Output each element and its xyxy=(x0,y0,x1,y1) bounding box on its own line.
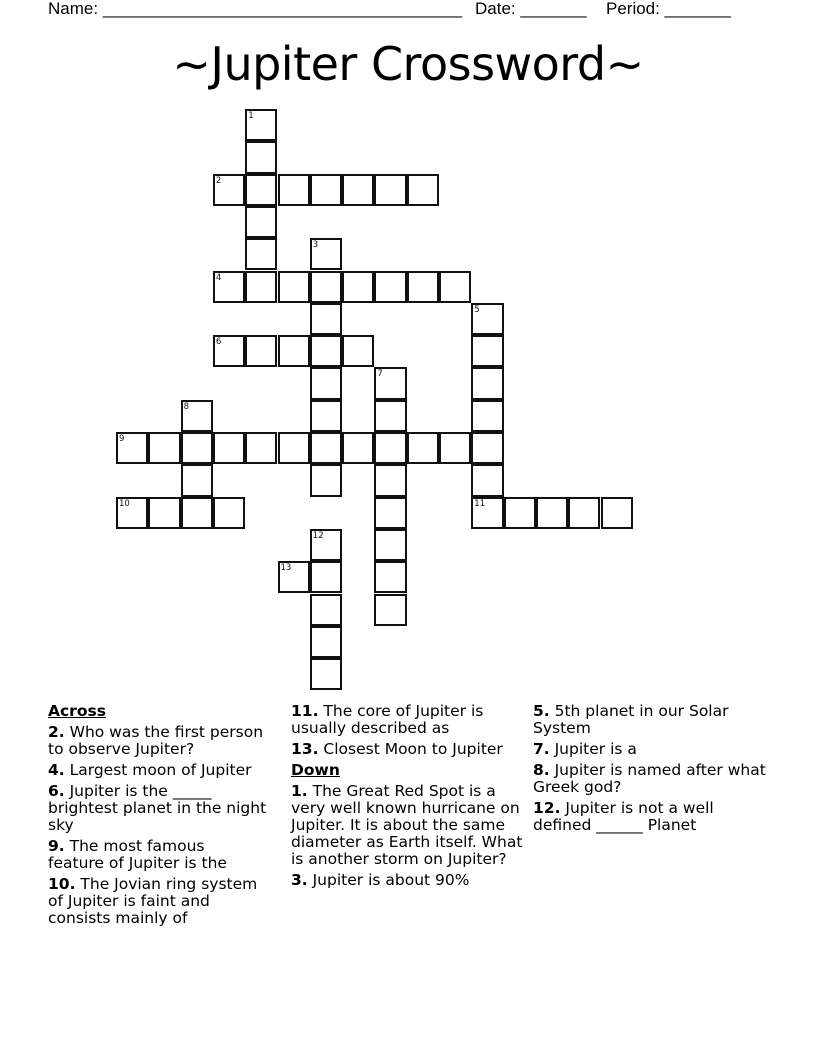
grid-cell[interactable] xyxy=(310,367,342,399)
clue-number: 9 xyxy=(119,434,125,444)
clue-column-2 xyxy=(291,703,526,893)
clue-number: 10 xyxy=(119,498,130,509)
clue-number: 6 xyxy=(215,337,222,348)
grid-cell[interactable] xyxy=(148,497,180,529)
grid-cell[interactable] xyxy=(245,335,277,367)
grid-cell[interactable] xyxy=(374,529,406,561)
grid-cell[interactable] xyxy=(245,141,277,173)
grid-cell[interactable] xyxy=(310,271,342,303)
clue-column-3 xyxy=(533,703,768,838)
grid-cell[interactable] xyxy=(245,206,277,238)
grid-cell[interactable] xyxy=(342,432,374,464)
grid-cell[interactable] xyxy=(374,464,406,496)
grid-cell[interactable] xyxy=(213,335,245,367)
grid-cell[interactable] xyxy=(374,271,406,303)
grid-cell[interactable] xyxy=(245,432,277,464)
grid-cell[interactable] xyxy=(471,400,503,432)
grid-cell[interactable] xyxy=(310,400,342,432)
clue-across-2: 2. Who was the first person to observe Jupiter? xyxy=(48,723,264,758)
grid-cell[interactable] xyxy=(181,497,213,529)
grid-cell[interactable] xyxy=(374,367,406,399)
grid-cell[interactable] xyxy=(181,432,213,464)
clue-down-8: 8. Jupiter is named after what Greek god? xyxy=(533,761,766,796)
grid-cell[interactable] xyxy=(148,432,180,464)
grid-cell[interactable] xyxy=(407,271,439,303)
grid-cell[interactable] xyxy=(310,529,342,561)
grid-cell[interactable] xyxy=(407,174,439,206)
grid-cell[interactable] xyxy=(310,174,342,206)
grid-cell[interactable] xyxy=(374,497,406,529)
grid-cell[interactable] xyxy=(310,303,342,335)
clue-across-9: 9. The most famous feature of Jupiter is the xyxy=(48,837,227,872)
grid-cell[interactable] xyxy=(471,432,503,464)
grid-cell[interactable] xyxy=(407,432,439,464)
grid-cell[interactable] xyxy=(116,497,148,529)
grid-cell[interactable] xyxy=(310,432,342,464)
clue-across-11: 11. The core of Jupiter is usually described as xyxy=(291,702,484,737)
grid-cell[interactable] xyxy=(278,561,310,593)
clue-across-10: 10. The Jovian ring system of Jupiter is faint and consists mainly of xyxy=(48,875,258,927)
grid-cell[interactable] xyxy=(471,303,503,335)
across-heading: Across xyxy=(48,702,106,720)
grid-cell[interactable] xyxy=(342,335,374,367)
grid-cell[interactable] xyxy=(213,432,245,464)
grid-cell[interactable] xyxy=(342,174,374,206)
clue-number: 2 xyxy=(215,175,222,186)
grid-cell[interactable] xyxy=(278,432,310,464)
page-title: ~Jupiter Crossword~ xyxy=(172,37,644,91)
grid-cell[interactable] xyxy=(245,174,277,206)
clue-number: 3 xyxy=(312,240,319,251)
name-field[interactable]: Name: ______________________________________ xyxy=(48,0,463,18)
grid-cell[interactable] xyxy=(374,594,406,626)
clue-across-4: 4. Largest moon of Jupiter xyxy=(48,761,252,779)
grid-cell[interactable] xyxy=(439,432,471,464)
down-heading: Down xyxy=(291,761,340,779)
clue-number: 8 xyxy=(183,401,190,412)
grid-cell[interactable] xyxy=(245,238,277,270)
grid-cell[interactable] xyxy=(471,367,503,399)
grid-cell[interactable] xyxy=(536,497,568,529)
clue-down-3: 3. Jupiter is about 90% xyxy=(291,871,470,889)
grid-cell[interactable] xyxy=(116,432,148,464)
grid-cell[interactable] xyxy=(471,335,503,367)
clue-down-1: 1. The Great Red Spot is a very well known hurricane on Jupiter. It is about the same diameter as Earth itself. What is another storm on Jupiter? xyxy=(291,782,523,868)
grid-cell[interactable] xyxy=(310,464,342,496)
clue-number: 1 xyxy=(248,111,254,121)
grid-cell[interactable] xyxy=(310,561,342,593)
grid-cell[interactable] xyxy=(471,464,503,496)
grid-cell[interactable] xyxy=(568,497,600,529)
grid-cell[interactable] xyxy=(310,626,342,658)
clue-down-7: 7. Jupiter is a xyxy=(533,740,637,758)
grid-cell[interactable] xyxy=(471,497,503,529)
grid-cell[interactable] xyxy=(601,497,633,529)
grid-cell[interactable] xyxy=(245,271,277,303)
grid-cell[interactable] xyxy=(310,594,342,626)
date-field[interactable]: Date: _______ xyxy=(475,0,587,18)
grid-cell[interactable] xyxy=(504,497,536,529)
grid-cell[interactable] xyxy=(245,109,277,141)
grid-cell[interactable] xyxy=(213,271,245,303)
grid-cell[interactable] xyxy=(310,658,342,690)
clue-number: 4 xyxy=(215,272,222,283)
clue-down-5: 5. 5th planet in our Solar System xyxy=(533,702,729,737)
clue-number: 5 xyxy=(474,304,480,315)
grid-cell[interactable] xyxy=(374,174,406,206)
clue-down-12: 12. Jupiter is not a well defined ______ Planet xyxy=(533,799,714,834)
grid-cell[interactable] xyxy=(374,561,406,593)
clue-across-13: 13. Closest Moon to Jupiter xyxy=(291,740,503,758)
period-field[interactable]: Period: _______ xyxy=(606,0,731,18)
clue-number: 11 xyxy=(474,498,486,509)
grid-cell[interactable] xyxy=(310,335,342,367)
clue-column-1 xyxy=(48,703,283,931)
grid-cell[interactable] xyxy=(374,432,406,464)
grid-cell[interactable] xyxy=(439,271,471,303)
grid-cell[interactable] xyxy=(181,400,213,432)
grid-cell[interactable] xyxy=(213,174,245,206)
grid-cell[interactable] xyxy=(278,174,310,206)
grid-cell[interactable] xyxy=(278,335,310,367)
clue-number: 7 xyxy=(377,369,383,380)
grid-cell[interactable] xyxy=(342,271,374,303)
grid-cell[interactable] xyxy=(374,400,406,432)
clue-number: 12 xyxy=(312,530,324,541)
grid-cell[interactable] xyxy=(181,464,213,496)
grid-cell[interactable] xyxy=(278,271,310,303)
grid-cell[interactable] xyxy=(310,238,342,270)
clue-across-6: 6. Jupiter is the _____ brightest planet in the night sky xyxy=(48,782,267,834)
grid-cell[interactable] xyxy=(213,497,245,529)
clue-number: 13 xyxy=(280,563,292,574)
